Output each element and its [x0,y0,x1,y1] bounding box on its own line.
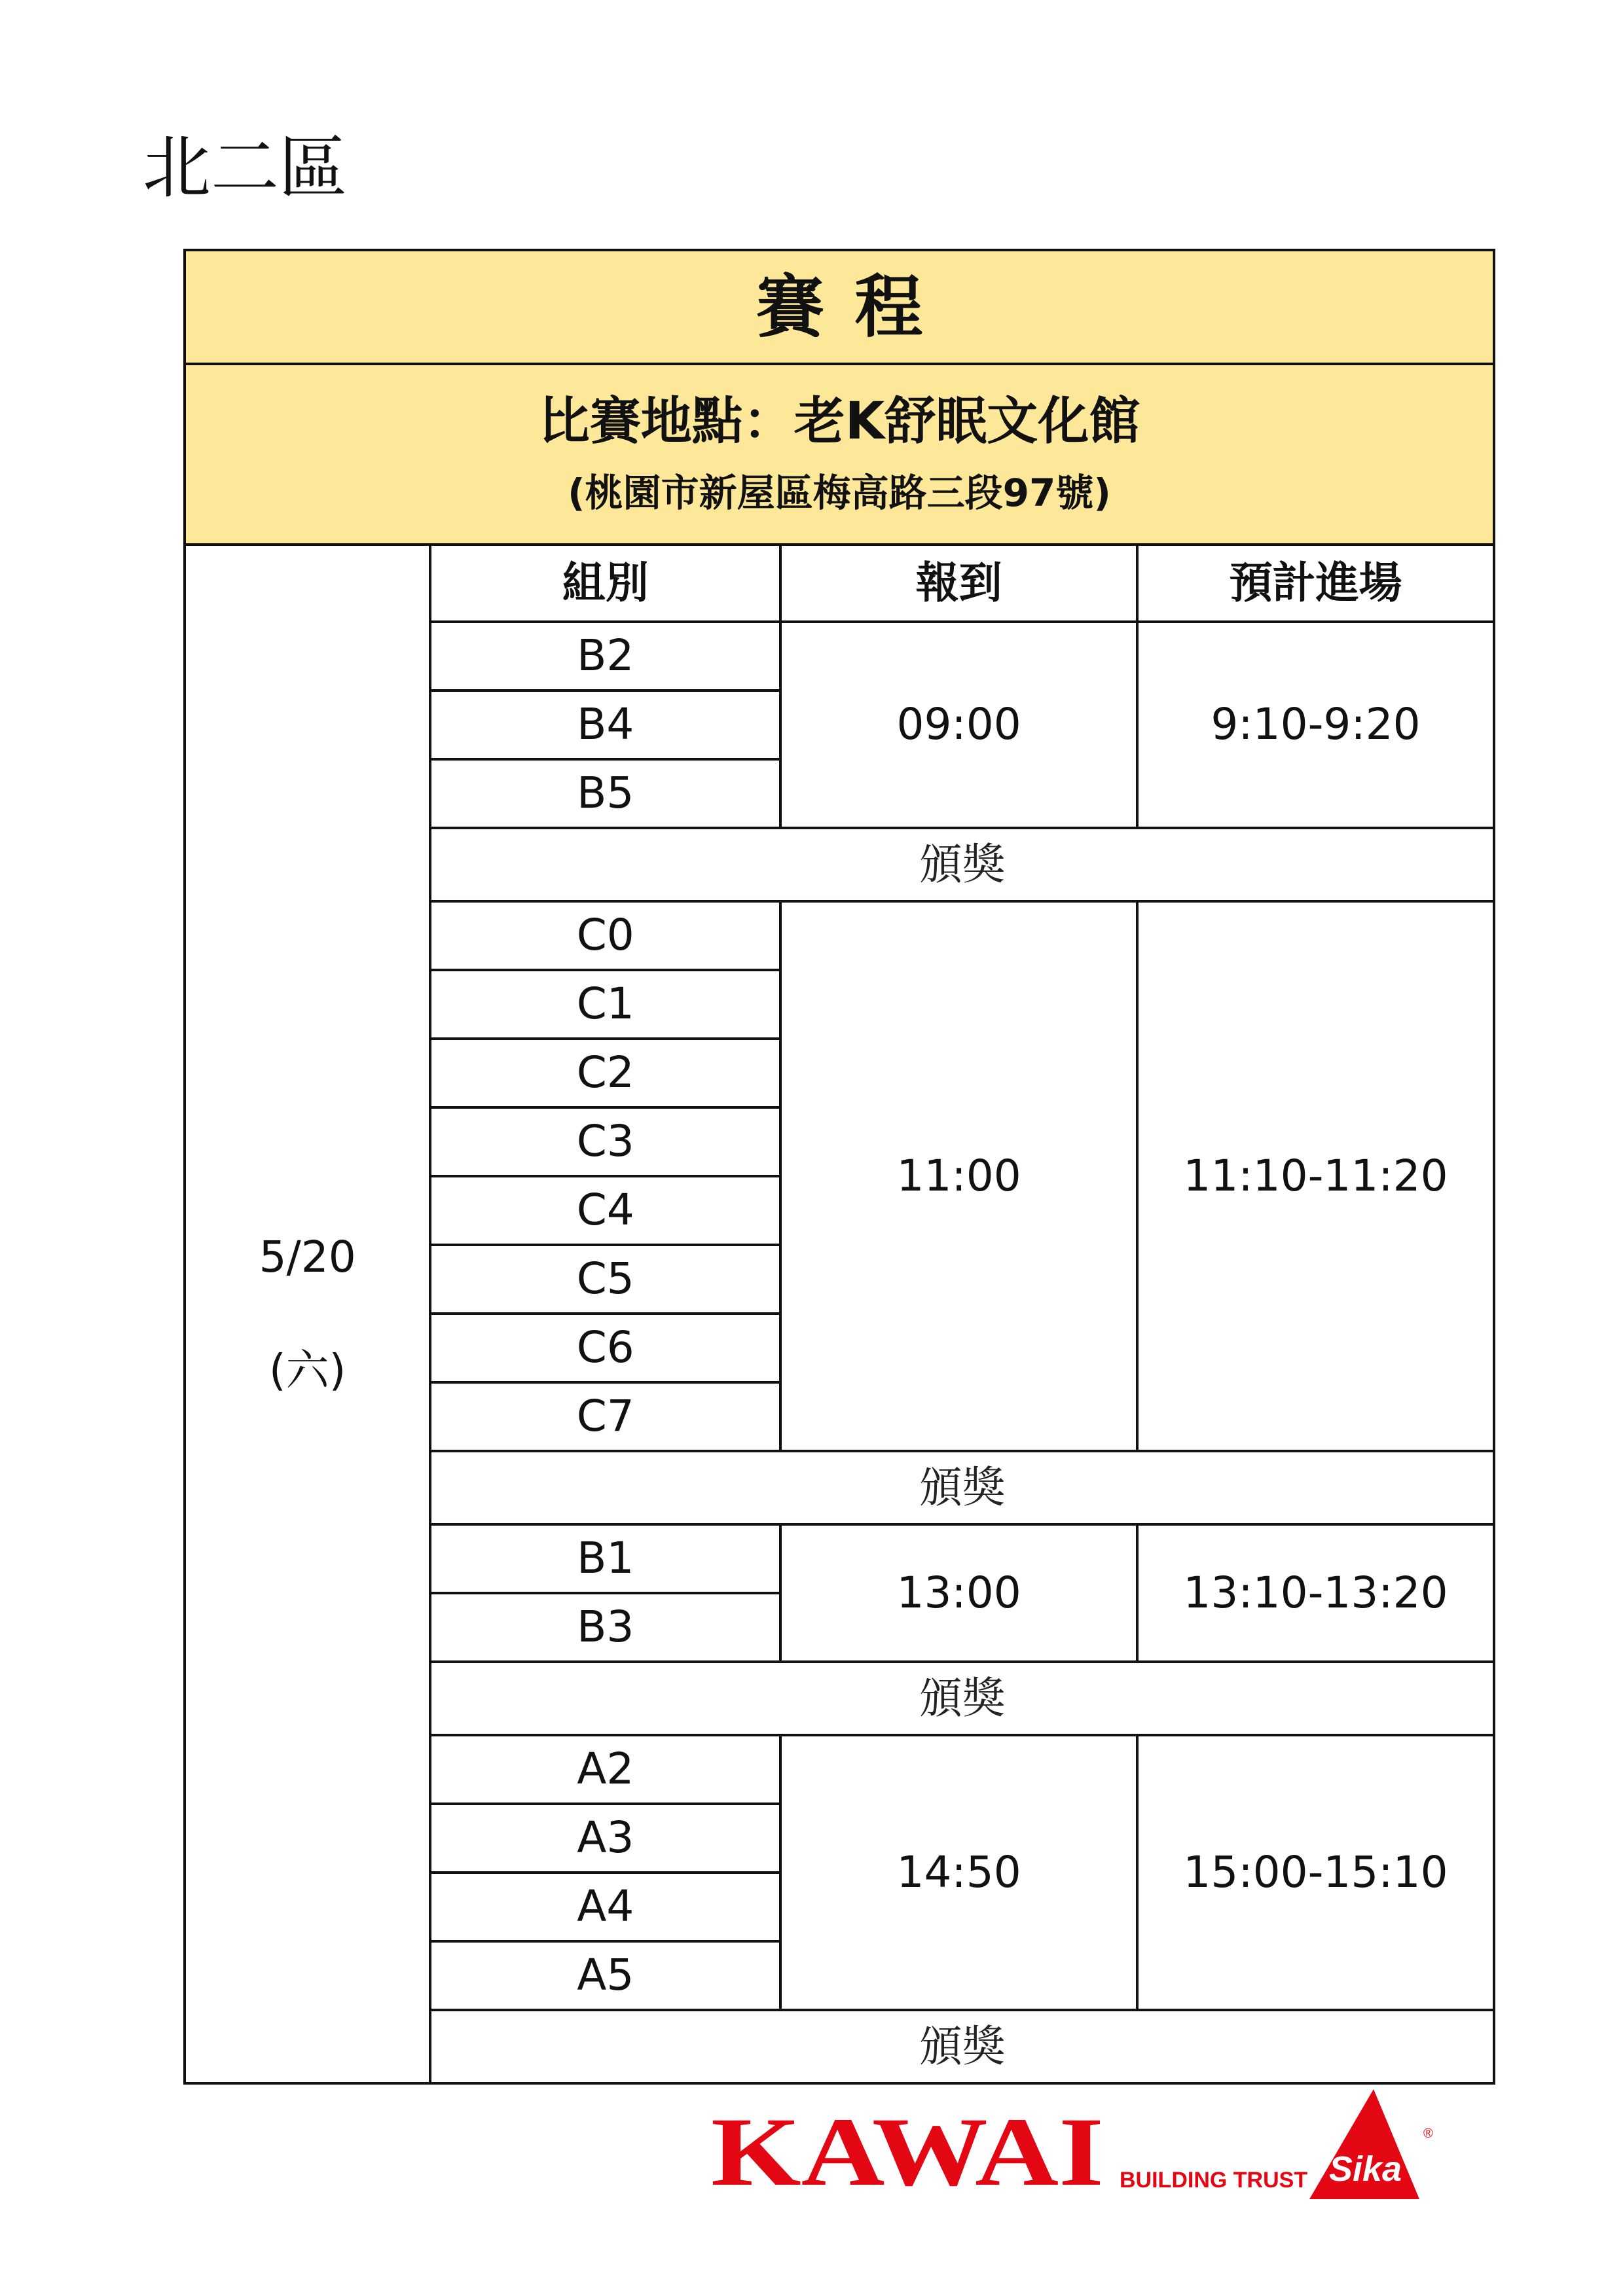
column-header-checkin: 報到 [780,545,1137,622]
sponsor-logos [707,2083,1447,2207]
checkin-time-cell: 09:00 [780,622,1137,828]
group-cell: C4 [430,1176,780,1245]
svg-text:KAWAI: KAWAI [711,2106,1104,2198]
award-ceremony-cell: 頒獎 [430,2010,1494,2083]
award-ceremony-cell: 頒獎 [430,828,1494,901]
schedule-table-container [183,249,1495,2081]
entry-time-cell: 13:10-13:20 [1137,1524,1494,1662]
venue-cell [185,364,1494,545]
group-cell: B2 [430,622,780,691]
group-cell: B3 [430,1593,780,1662]
column-header-entry: 預計進場 [1137,545,1494,622]
schedule-body [185,250,1494,2083]
group-cell: C6 [430,1314,780,1382]
registered-mark: ® [1423,2126,1433,2141]
kawai-logo [707,2106,1113,2198]
column-header-group: 組別 [430,545,780,622]
group-cell: C3 [430,1107,780,1176]
group-cell: B5 [430,759,780,828]
date-cell [185,545,430,2083]
entry-time-cell: 9:10-9:20 [1137,622,1494,828]
checkin-time-cell: 14:50 [780,1735,1137,2010]
schedule-title-cell [185,250,1494,364]
weekday-label: (六) [268,1344,346,1395]
group-cell: B4 [430,691,780,759]
checkin-time-cell: 13:00 [780,1524,1137,1662]
venue-address: (桃園市新屋區梅高路三段97號) [568,471,1111,515]
group-cell: C1 [430,970,780,1039]
entry-time-cell: 15:00-15:10 [1137,1735,1494,2010]
schedule-table [183,249,1495,2085]
group-cell: C7 [430,1382,780,1451]
group-cell: B1 [430,1524,780,1593]
group-cell: A3 [430,1804,780,1873]
group-cell: A2 [430,1735,780,1804]
schedule-title: 賽程 [756,266,954,347]
group-cell: A4 [430,1873,780,1941]
group-cell: A5 [430,1941,780,2010]
group-cell: C5 [430,1245,780,1314]
date-label: 5/20 [259,1231,356,1282]
region-title: 北二區 [143,128,348,207]
award-ceremony-cell: 頒獎 [430,1662,1494,1735]
venue-name: 比賽地點：老K舒眠文化館 [538,392,1140,452]
group-cell: C0 [430,901,780,970]
award-ceremony-cell: 頒獎 [430,1451,1494,1524]
group-cell: C2 [430,1039,780,1107]
sika-logo [1113,2083,1447,2207]
building-trust-tagline: BUILDING TRUST [1120,2168,1308,2193]
checkin-time-cell: 11:00 [780,901,1137,1451]
sika-wordmark: Sika [1329,2149,1402,2189]
entry-time-cell: 11:10-11:20 [1137,901,1494,1451]
